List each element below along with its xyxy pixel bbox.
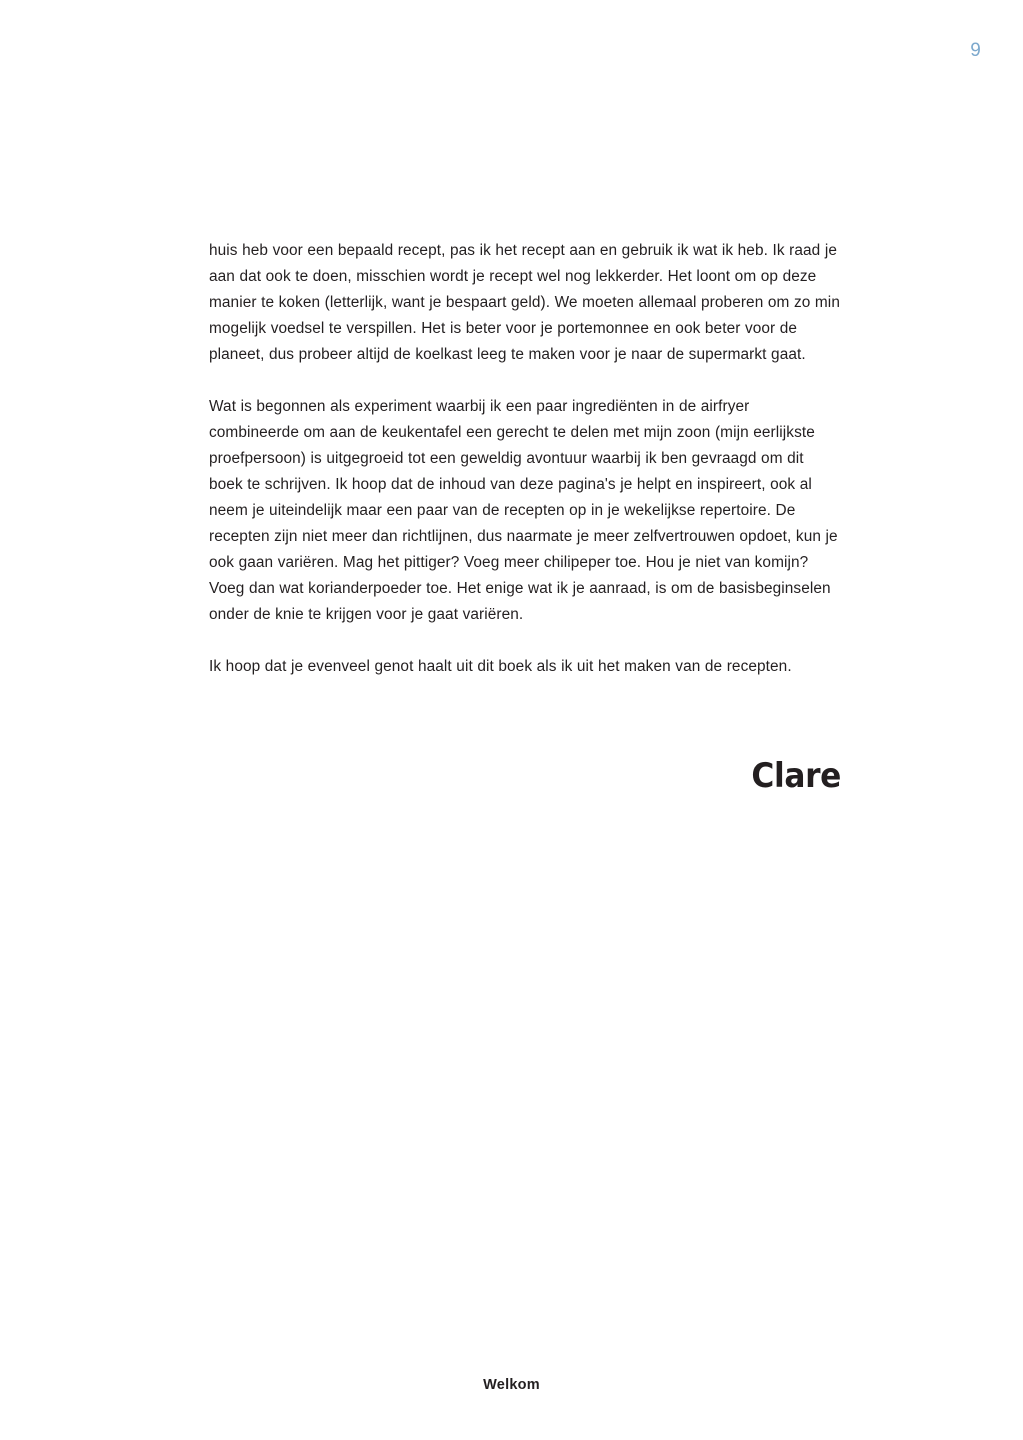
footer-section-label: Welkom — [483, 1377, 540, 1393]
body-text-column — [209, 238, 841, 680]
body-paragraph: Ik hoop dat je evenveel genot haalt uit dit boek als ik uit het maken van de recepten. — [209, 658, 792, 675]
body-paragraph: huis heb voor een bepaald recept, pas ik het recept aan en gebruik ik wat ik heb. Ik raad je aan dat ook te doen, misschien wordt je recept wel nog lekkerder. Het loont om op deze manier te koken (letterlijk, want je bespaart geld). We moeten allemaal proberen om zo min mogelijk voedsel te verspillen. Het is beter voor je portemonnee en ook beter voor de planeet, dus probeer altijd de koelkast leeg te maken voor je naar de supermarkt gaat. — [209, 242, 840, 363]
page-number: 9 — [970, 40, 981, 61]
body-paragraph: Wat is begonnen als experiment waarbij ik een paar ingrediënten in de airfryer combineerde om aan de keukentafel een gerecht te delen met mijn zoon (mijn eerlijkste proefpersoon) is uitgegroeid tot een geweldig avontuur waarbij ik ben gevraagd om dit boek te schrijven. Ik hoop dat de inhoud van deze pagina's je helpt en inspireert, ook al neem je uiteindelijk maar een paar van de recepten op in je wekelijkse repertoire. De recepten zijn niet meer dan richtlijnen, dus naarmate je meer zelfvertrouwen opdoet, kun je ook gaan variëren. Mag het pittiger? Voeg meer chilipeper toe. Hou je niet van komijn? Voeg dan wat korianderpoeder toe. Het enige wat ik je aanraad, is om de basisbeginselen onder de knie te krijgen voor je gaat variëren. — [209, 398, 838, 623]
author-signature: Clare — [751, 756, 841, 796]
